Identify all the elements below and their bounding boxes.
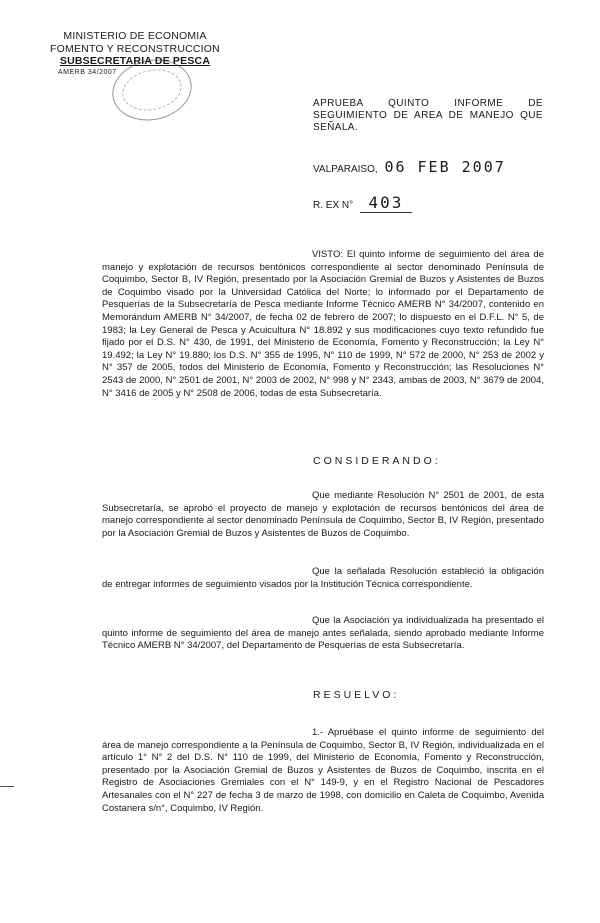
resolution-subject: APRUEBA QUINTO INFORME DE SEGUIMIENTO DE AREA DE MANEJO QUE SEÑALA.: [313, 98, 543, 133]
considerando-text-1: Que mediante Resolución N° 2501 de 2001, de esta Subsecretaría, se aprobó el proyecto de manejo y explotación de recursos bentónicos del área de manejo correspondiente al sector denominado Península de Coquimbo, Sector B, IV Región, presentado por la Asociación Gremial de Buzos y Asistentes de Buzos de Coquimbo.: [102, 490, 544, 539]
considerando-item-3: [102, 615, 544, 653]
resuelvo-heading: RESUELVO:: [313, 689, 400, 701]
considerando-text-3: Que la Asociación ya individualizada ha presentado el quinto informe de seguimiento del área de manejo antes señalada, siendo aprobado mediante Informe Técnico AMERB N° 34/2007, del Departamento de Pesquerías de esta Subsecretaría.: [102, 615, 544, 652]
resuelvo-item-1: [102, 727, 544, 815]
considerando-heading: CONSIDERANDO:: [313, 455, 441, 467]
visto-lead: VISTO:: [312, 249, 343, 260]
place: VALPARAISO,: [313, 164, 378, 175]
rex-label: R. EX N°: [313, 200, 354, 211]
considerando-item-2: [102, 566, 544, 591]
margin-mark: [0, 786, 14, 787]
stamped-date: 06 FEB 2007: [384, 158, 506, 176]
visto-paragraph: [102, 249, 544, 400]
place-date: [313, 158, 506, 176]
amerb-reference: AMERB 34/2007: [58, 68, 117, 76]
resolution-number-line: [313, 193, 412, 213]
visto-body: El quinto informe de seguimiento del área de manejo y explotación de recursos bentónicos correspondiente al sector denominado Península de Coquimbo, Sector B, IV Región, presentado por la Asociación Gremial de Buzos y Asistentes de Buzos de Coquimbo visado por la Universidad Católica del Norte; lo informado por el Departamento de Pesquerías de la Subsecretaría de Pesca mediante Informe Técnico AMERB N° 34/2007, contenido en Memorándum AMERB N° 34/2007, de fecha 02 de febrero de 2007; lo dispuesto en el D.F.L. N° 5, de 1983; la Ley General de Pesca y Acuicultura N° 18.892 y sus modificaciones cuyo texto refundido fue fijado por el D.S. N° 430, de 1991, del Ministerio de Economía, Fomento y Reconstrucción; la Ley N° 19.492; la Ley N° 19.880; los D.S. N° 355 de 1995, N° 110 de 1999, N° 572 de 2000, N° 253 de 2002 y N° 357 de 2005, todos del Ministerio de Economía, Fomento y Reconstrucción; las Resoluciones N° 2543 de 2000, N° 2501 de 2001, N° 2003 de 2002, N° 998 y N° 2343, ambas de 2003, N° 3679 de 2004, N° 3416 de 2005 y N° 2508 de 2006, todas de esta Subsecretaría.: [102, 249, 544, 399]
rex-number: 403: [360, 193, 412, 213]
considerando-text-2: Que la señalada Resolución estableció la obligación de entregar informes de seguimiento visados por la Institución Técnica correspondiente.: [102, 566, 544, 590]
ministry-name-line-2: FOMENTO Y RECONSTRUCCION: [50, 42, 220, 55]
resuelvo-text-1: 1.- Apruébase el quinto informe de seguimiento del área de manejo correspondiente a la Península de Coquimbo, Sector B, IV Región, individualizada en el artículo 1° N° 2 del D.S. N° 110 de 1999, del Ministerio de Economía, Fomento y Reconstrucción, presentado por la Asociación Gremial de Buzos y Asistentes de Buzos de Coquimbo, inscrita en el Registro de Asociaciones Gremiales con el N° 149-9, y en el Registro Nacional de Pescadores Artesanales con el N° 227 de fecha 3 de marzo de 1998, con domicilio en Caleta de Coquimbo, Avenida Costanera s/n°, Coquimbo, IV Región.: [102, 727, 544, 814]
considerando-item-1: [102, 490, 544, 540]
ministry-name-line-1: MINISTERIO DE ECONOMIA: [63, 30, 207, 42]
subsecretaria-name: SUBSECRETARIA DE PESCA: [59, 55, 211, 67]
